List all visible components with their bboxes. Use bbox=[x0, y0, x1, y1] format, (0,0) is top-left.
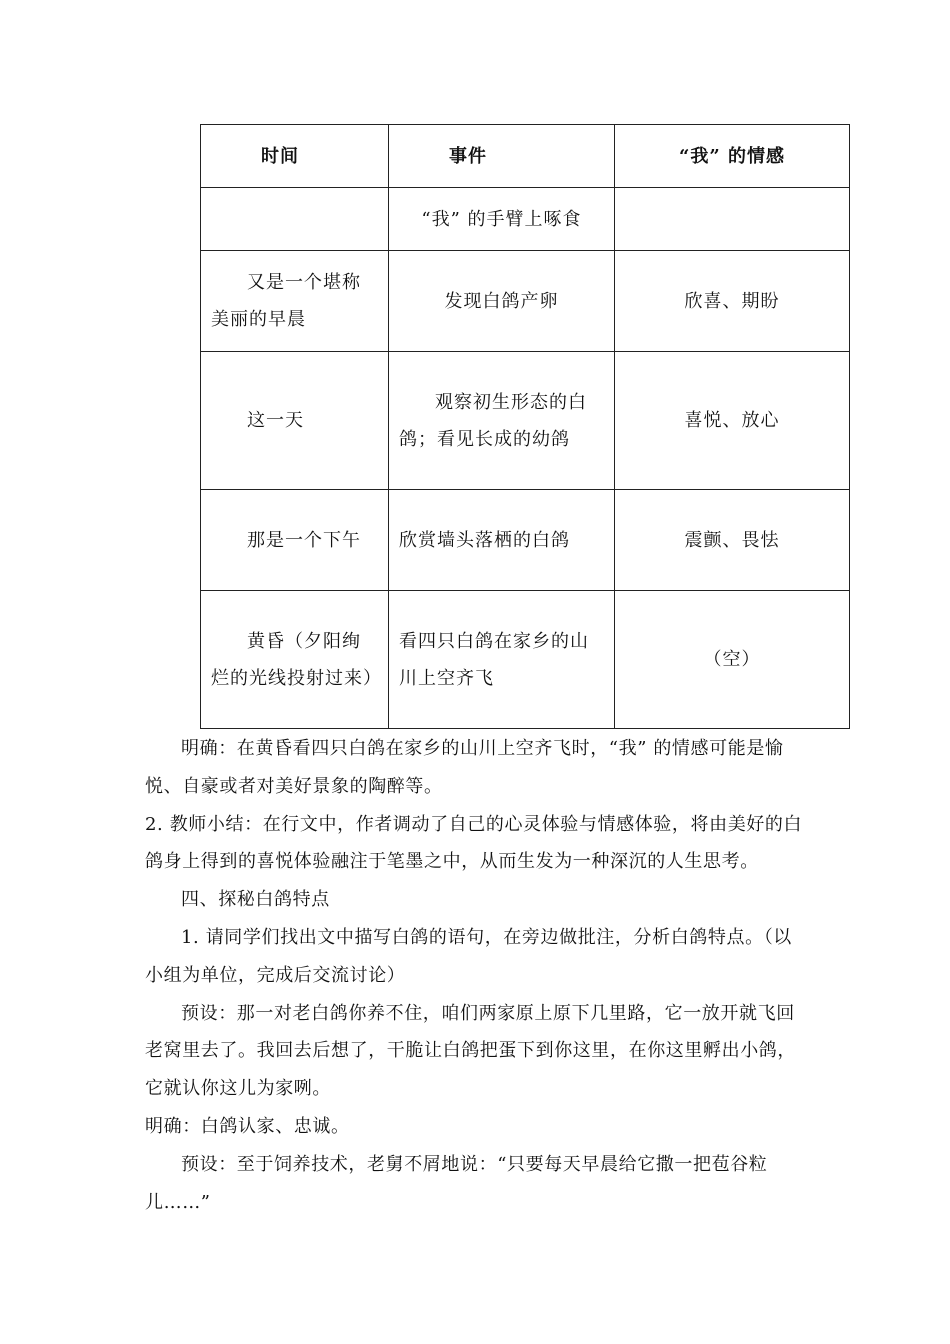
cell-event: 发现白鸽产卵 bbox=[389, 251, 615, 352]
paragraph-preset-1: 预设：那一对老白鸽你养不住，咱们两家原上原下几里路，它一放开就飞回老窝里去了。我回去后想了，干脆让白鸽把蛋下到你这里，在你这里孵出小鸽，它就认你这儿为家咧。 bbox=[145, 1002, 796, 1100]
cell-event: 欣赏墙头落栖的白鸽 bbox=[389, 490, 615, 591]
cell-emotion: （空） bbox=[615, 591, 850, 729]
lesson-table bbox=[200, 124, 850, 729]
cell-time: 那是一个下午 bbox=[201, 490, 389, 591]
cell-time: 黄昏（夕阳绚烂的光线投射过来） bbox=[201, 591, 389, 729]
paragraph-teacher-summary: 2. 教师小结：在行文中，作者调动了自己的心灵体验与情感体验，将由美好的白鸽身上得到的喜悦体验融注于笔墨之中，从而生发为一种深沉的人生思考。 bbox=[145, 813, 803, 873]
cell-emotion bbox=[615, 188, 850, 251]
header-emotion: “我” 的情感 bbox=[615, 125, 850, 188]
paragraph-preset-2: 预设：至于饲养技术，老舅不屑地说：“只要每天早晨给它撒一把苞谷粒儿……” bbox=[145, 1153, 768, 1213]
paragraph-clarification-2: 明确：白鸽认家、忠诚。 bbox=[145, 1115, 350, 1137]
cell-emotion: 震颤、畏怯 bbox=[615, 490, 850, 591]
section-heading: 四、探秘白鸽特点 bbox=[181, 889, 330, 911]
table-row bbox=[201, 352, 850, 490]
cell-event: 观察初生形态的白鸽；看见长成的幼鸽 bbox=[389, 352, 615, 490]
cell-time bbox=[201, 188, 389, 251]
header-time: 时间 bbox=[201, 125, 389, 188]
cell-emotion: 欣喜、期盼 bbox=[615, 251, 850, 352]
header-event: 事件 bbox=[389, 125, 615, 188]
table-row bbox=[201, 188, 850, 251]
body-text bbox=[145, 730, 810, 1221]
cell-event: “我” 的手臂上啄食 bbox=[389, 188, 615, 251]
table-row bbox=[201, 251, 850, 352]
table-row bbox=[201, 490, 850, 591]
table-row bbox=[201, 591, 850, 729]
cell-time: 这一天 bbox=[201, 352, 389, 490]
cell-event: 看四只白鸽在家乡的山川上空齐飞 bbox=[389, 591, 615, 729]
cell-emotion: 喜悦、放心 bbox=[615, 352, 850, 490]
paragraph-task: 1. 请同学们找出文中描写白鸽的语句，在旁边做批注，分析白鸽特点。（以小组为单位，完成后交流讨论） bbox=[145, 926, 792, 986]
cell-time: 又是一个堪称美丽的早晨 bbox=[201, 251, 389, 352]
table-header-row bbox=[201, 125, 850, 188]
paragraph-clarification: 明确：在黄昏看四只白鸽在家乡的山川上空齐飞时，“我” 的情感可能是愉悦、自豪或者对美好景象的陶醉等。 bbox=[145, 738, 784, 797]
